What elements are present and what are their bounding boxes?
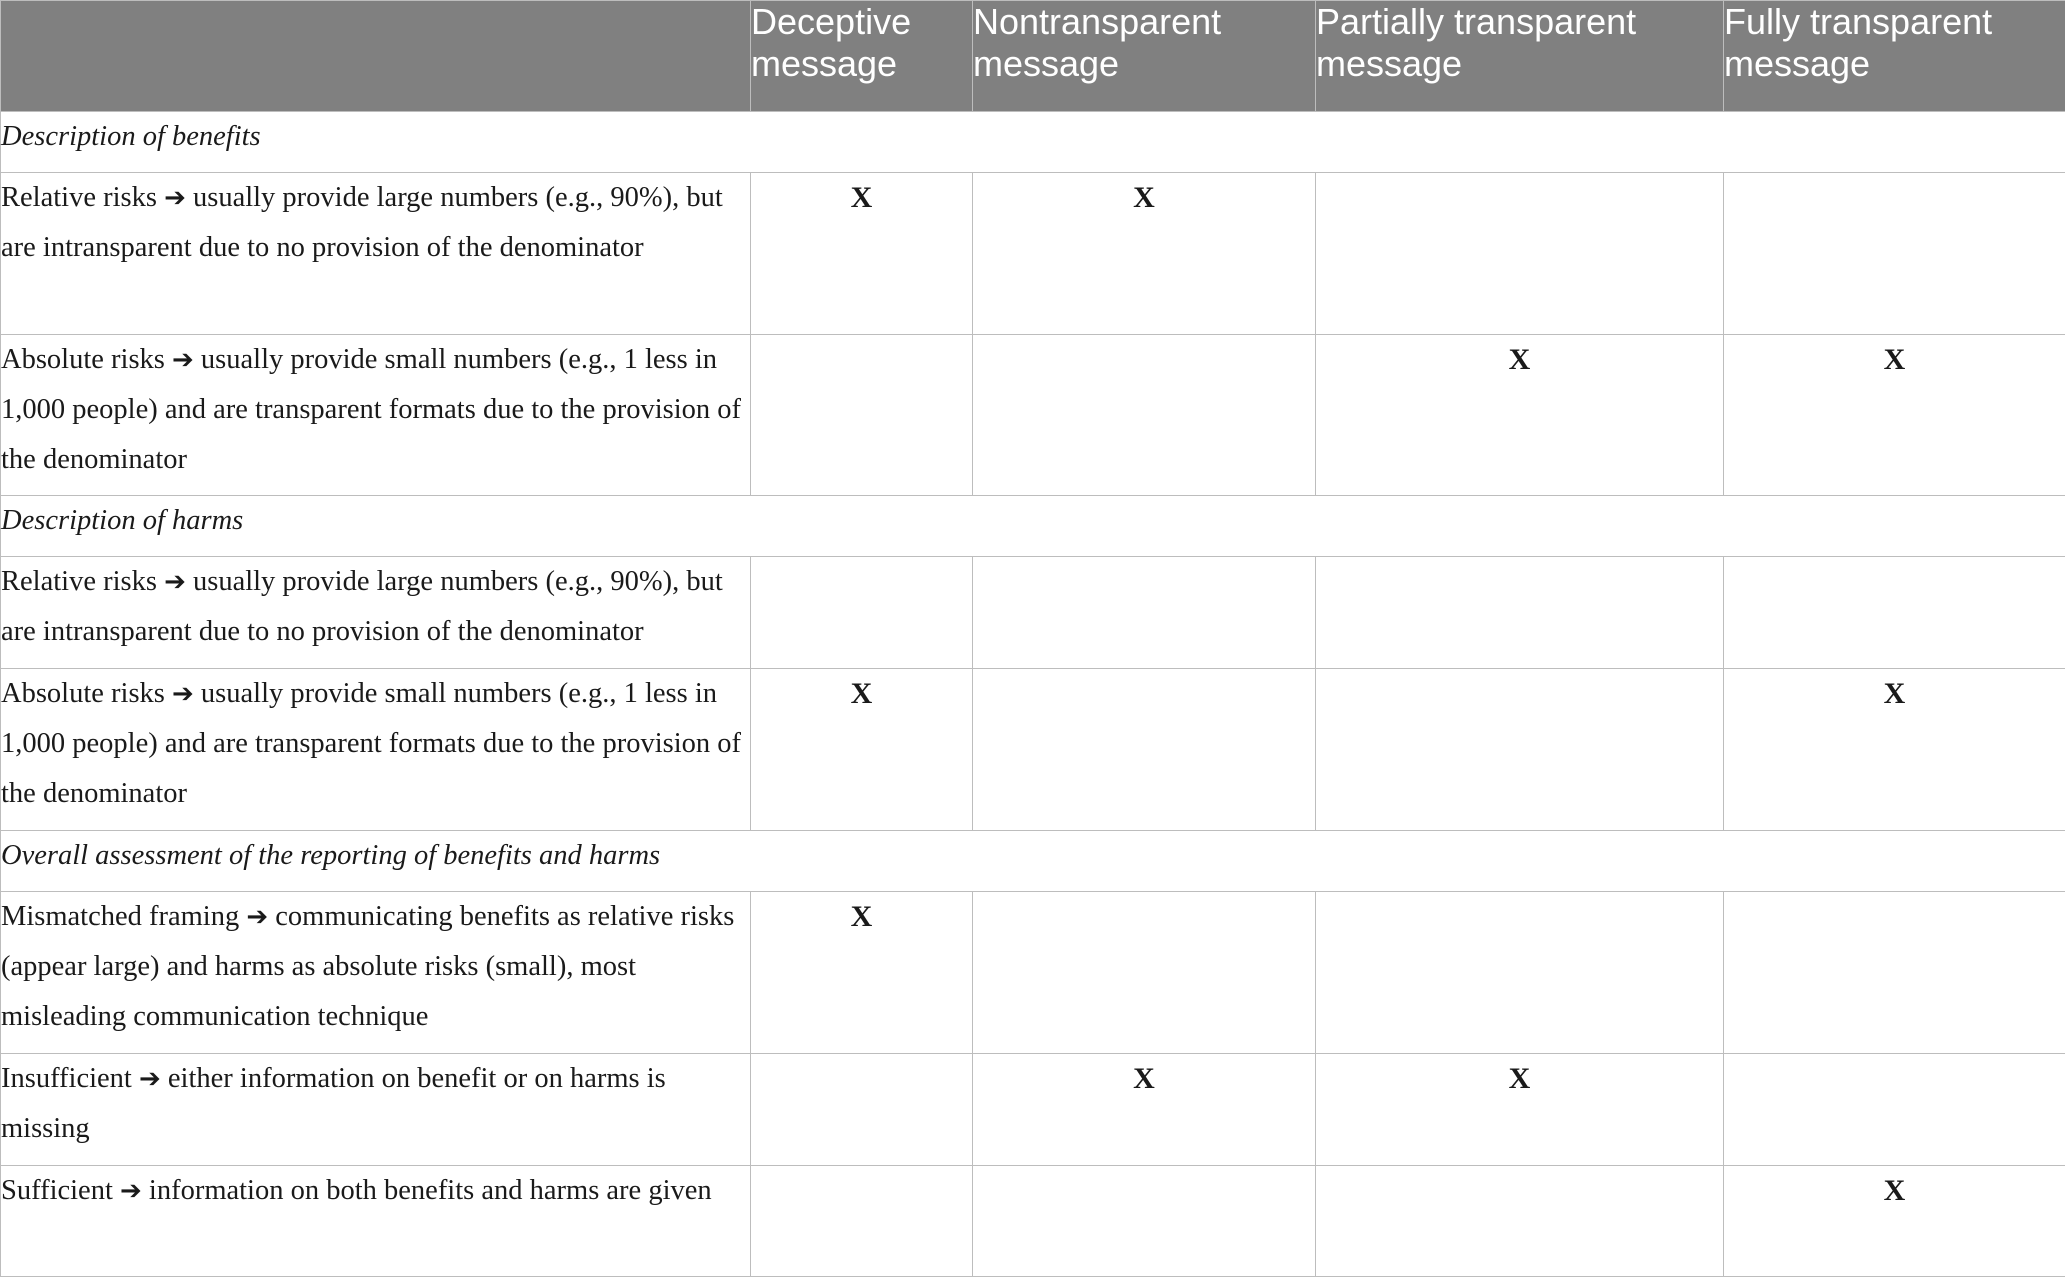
- row-label: Insufficient: [1, 1063, 132, 1094]
- table-row: [1, 1166, 2065, 1277]
- table-row: [1, 173, 2065, 335]
- mark-deceptive: X: [751, 669, 973, 831]
- mark-deceptive: [751, 1054, 973, 1166]
- row-label: Absolute risks: [1, 344, 165, 375]
- row-desc-text: usually provide small numbers (e.g., 1 less in 1,000 people) and are transparent formats due to the provision of the denominator: [1, 344, 741, 475]
- row-desc-text: usually provide small numbers (e.g., 1 less in 1,000 people) and are transparent formats due to the provision of the denominator: [1, 678, 741, 809]
- mark-partially-transparent: X: [1316, 1054, 1724, 1166]
- header-row: [1, 1, 2065, 112]
- table-row: [1, 669, 2065, 831]
- row-desc-text: information on both benefits and harms are given: [142, 1175, 712, 1206]
- mark-nontransparent: X: [973, 1054, 1316, 1166]
- mark-partially-transparent: [1316, 669, 1724, 831]
- row-description: [1, 557, 751, 669]
- row-description: [1, 335, 751, 496]
- mark-deceptive: [751, 1166, 973, 1277]
- table-row: [1, 1054, 2065, 1166]
- section-row-overall: [1, 831, 2065, 892]
- mark-nontransparent: X: [973, 173, 1316, 335]
- row-description: [1, 1054, 751, 1166]
- section-label: Description of harms: [1, 496, 2065, 557]
- mark-fully-transparent: [1724, 1054, 2065, 1166]
- arrow-icon: ➔: [172, 345, 194, 375]
- mark-nontransparent: [973, 669, 1316, 831]
- section-label: Overall assessment of the reporting of benefits and harms: [1, 831, 2065, 892]
- table-row: [1, 557, 2065, 669]
- row-label: Mismatched framing: [1, 901, 239, 932]
- mark-partially-transparent: [1316, 892, 1724, 1054]
- row-label: Relative risks: [1, 566, 157, 597]
- header-nontransparent: Nontransparent message: [973, 1, 1316, 112]
- header-blank-cell: [1, 1, 751, 112]
- mark-deceptive: [751, 557, 973, 669]
- mark-deceptive: X: [751, 892, 973, 1054]
- row-desc-text: communicating benefits as relative risks (appear large) and harms as absolute risks (small), most misleading communication technique: [1, 901, 734, 1032]
- mark-fully-transparent: [1724, 557, 2065, 669]
- row-desc-text: usually provide large numbers (e.g., 90%), but are intransparent due to no provision of the denominator: [1, 566, 723, 647]
- mark-partially-transparent: X: [1316, 335, 1724, 496]
- mark-nontransparent: [973, 892, 1316, 1054]
- mark-deceptive: X: [751, 173, 973, 335]
- mark-fully-transparent: [1724, 173, 2065, 335]
- row-label: Absolute risks: [1, 678, 165, 709]
- arrow-icon: ➔: [164, 183, 186, 213]
- mark-fully-transparent: X: [1724, 1166, 2065, 1277]
- mark-partially-transparent: [1316, 1166, 1724, 1277]
- arrow-icon: ➔: [120, 1176, 142, 1206]
- mark-fully-transparent: X: [1724, 669, 2065, 831]
- row-label: Sufficient: [1, 1175, 113, 1206]
- header-fully-transparent: Fully transparent message: [1724, 1, 2065, 112]
- mark-nontransparent: [973, 1166, 1316, 1277]
- mark-nontransparent: [973, 557, 1316, 669]
- mark-fully-transparent: X: [1724, 335, 2065, 496]
- table-row: [1, 335, 2065, 496]
- mark-nontransparent: [973, 335, 1316, 496]
- arrow-icon: ➔: [164, 567, 186, 597]
- header-partially-transparent: Partially transparent message: [1316, 1, 1724, 112]
- mark-partially-transparent: [1316, 173, 1724, 335]
- arrow-icon: ➔: [139, 1064, 161, 1094]
- mark-partially-transparent: [1316, 557, 1724, 669]
- section-label: Description of benefits: [1, 112, 2065, 173]
- mark-fully-transparent: [1724, 892, 2065, 1054]
- table-row: [1, 892, 2065, 1054]
- mark-deceptive: [751, 335, 973, 496]
- arrow-icon: ➔: [246, 902, 268, 932]
- row-description: [1, 173, 751, 335]
- row-description: [1, 892, 751, 1054]
- section-row-benefits: [1, 112, 2065, 173]
- row-desc-text: usually provide large numbers (e.g., 90%), but are intransparent due to no provision of the denominator: [1, 182, 723, 263]
- table-header: [1, 1, 2065, 112]
- row-description: [1, 669, 751, 831]
- header-deceptive: Deceptive message: [751, 1, 973, 112]
- arrow-icon: ➔: [172, 679, 194, 709]
- row-desc-text: either information on benefit or on harms is missing: [1, 1063, 666, 1144]
- row-description: [1, 1166, 751, 1277]
- section-row-harms: [1, 496, 2065, 557]
- table-body: [1, 112, 2065, 1277]
- row-label: Relative risks: [1, 182, 157, 213]
